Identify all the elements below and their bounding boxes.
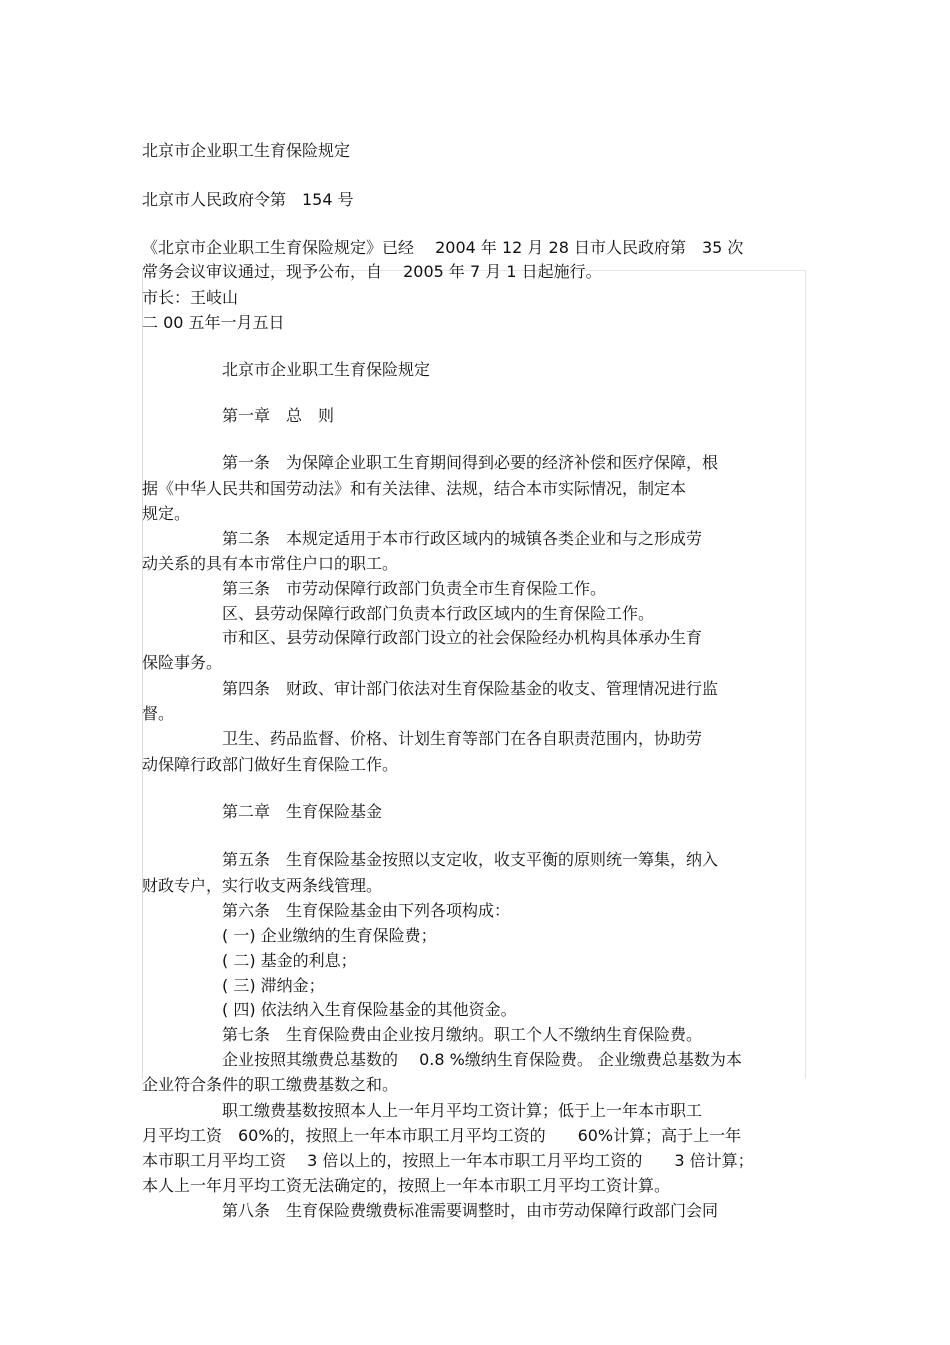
order-number: 北京市人民政府令第 154 号 [142, 190, 354, 209]
intro-line-2: 常务会议审议通过，现予公布，自 2005 年 7 月 1 日起施行。 [142, 262, 602, 281]
article-2-line-2: 动关系的具有本市常住户口的职工。 [142, 554, 399, 573]
article-4-line-4: 动保障行政部门做好生育保险工作。 [142, 755, 399, 774]
article-7-line-2: 企业按照其缴费总基数的 0.8 %缴纳生育保险费。 企业缴费总基数为本 [222, 1050, 742, 1069]
article-5-line-2: 财政专户，实行收支两条线管理。 [142, 876, 383, 895]
chapter-1-heading: 第一章 总 则 [222, 406, 335, 425]
article-1-line-3: 规定。 [142, 504, 191, 523]
regulation-title: 北京市企业职工生育保险规定 [222, 360, 431, 379]
article-3-line-4: 保险事务。 [142, 653, 223, 672]
article-3-line-3: 市和区、县劳动保障行政部门设立的社会保险经办机构具体承办生育 [222, 628, 703, 647]
article-2-line-1: 第二条 本规定适用于本市行政区域内的城镇各类企业和与之形成劳 [222, 529, 703, 548]
article-5-line-1: 第五条 生育保险基金按照以支定收，收支平衡的原则统一筹集，纳入 [222, 850, 719, 869]
article-4-line-1: 第四条 财政、审计部门依法对生育保险基金的收支、管理情况进行监 [222, 679, 719, 698]
article-6-item-1: ( 一) 企业缴纳的生育保险费； [222, 926, 437, 945]
article-8-line-1: 第八条 生育保险费缴费标准需要调整时，由市劳动保障行政部门会同 [222, 1201, 719, 1220]
document-title: 北京市企业职工生育保险规定 [142, 141, 351, 160]
article-3-line-2: 区、县劳动保障行政部门负责本行政区域内的生育保险工作。 [222, 604, 655, 623]
article-7-line-3: 企业符合条件的职工缴费基数之和。 [142, 1075, 399, 1094]
article-7-line-5: 月平均工资 60%的，按照上一年本市职工月平均工资的 60%计算；高于上一年 [142, 1126, 742, 1145]
intro-line-1: 《北京市企业职工生育保险规定》已经 2004 年 12 月 28 日市人民政府第 35 次 [142, 238, 744, 257]
article-7-line-1: 第七条 生育保险费由企业按月缴纳。职工个人不缴纳生育保险费。 [222, 1025, 703, 1044]
article-6-line-1: 第六条 生育保险基金由下列各项构成： [222, 901, 511, 920]
article-3-line-1: 第三条 市劳动保障行政部门负责全市生育保险工作。 [222, 579, 607, 598]
article-1-line-1: 第一条 为保障企业职工生育期间得到必要的经济补偿和医疗保障，根 [222, 453, 719, 472]
article-6-item-3: ( 三) 滞纳金； [222, 976, 325, 995]
article-7-line-7: 本人上一年月平均工资无法确定的，按照上一年本市职工月平均工资计算。 [142, 1176, 671, 1195]
article-7-line-6: 本市职工月平均工资 3 倍以上的，按照上一年本市职工月平均工资的 3 倍计算； [142, 1151, 754, 1170]
chapter-2-heading: 第二章 生育保险基金 [222, 802, 383, 821]
article-6-item-4: ( 四) 依法纳入生育保险基金的其他资金。 [222, 1000, 517, 1019]
article-4-line-2: 督。 [142, 704, 175, 723]
article-4-line-3: 卫生、药品监督、价格、计划生育等部门在各自职责范围内，协助劳 [222, 729, 703, 748]
article-6-item-2: ( 二) 基金的利息； [222, 951, 357, 970]
article-1-line-2: 据《中华人民共和国劳动法》和有关法律、法规，结合本市实际情况，制定本 [142, 479, 687, 498]
issue-date: 二 00 五年一月五日 [142, 313, 285, 332]
article-7-line-4: 职工缴费基数按照本人上一年月平均工资计算；低于上一年本市职工 [222, 1101, 703, 1120]
signer: 市长：王岐山 [142, 288, 239, 307]
